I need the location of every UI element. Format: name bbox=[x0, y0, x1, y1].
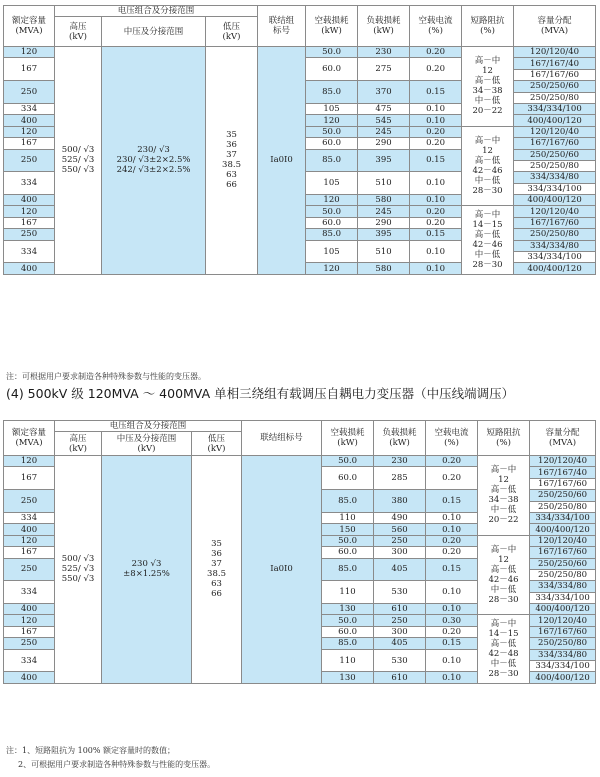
rated-capacity-cell: 400 bbox=[4, 604, 55, 615]
vector-group-cell: Ia0I0 bbox=[258, 47, 306, 275]
load-loss-cell: 580 bbox=[358, 195, 410, 206]
header-capacity-dist: 容量分配 (MVA) bbox=[514, 6, 596, 47]
rated-capacity-cell: 167 bbox=[4, 58, 55, 81]
noload-loss-cell: 50.0 bbox=[306, 206, 358, 217]
load-loss-cell: 395 bbox=[358, 229, 410, 240]
capacity-dist-cell: 167/167/40 bbox=[530, 467, 596, 478]
load-loss-cell: 405 bbox=[374, 558, 426, 581]
capacity-dist-cell: 400/400/120 bbox=[514, 115, 596, 126]
capacity-dist-cell: 167/167/60 bbox=[514, 69, 596, 80]
noload-loss-cell: 85.0 bbox=[306, 229, 358, 240]
load-loss-cell: 250 bbox=[374, 535, 426, 546]
header-lv: 低压 (kV) bbox=[192, 432, 242, 456]
rated-capacity-cell: 250 bbox=[4, 229, 55, 240]
noload-current-cell: 0.10 bbox=[426, 524, 478, 535]
header-noload-current: 空载电流 (%) bbox=[410, 6, 462, 47]
noload-current-cell: 0.30 bbox=[426, 615, 478, 626]
noload-loss-cell: 50.0 bbox=[322, 456, 374, 467]
header-impedance: 短路阻抗 (%) bbox=[462, 6, 514, 47]
capacity-dist-cell: 334/334/100 bbox=[514, 103, 596, 114]
noload-loss-cell: 105 bbox=[306, 103, 358, 114]
impedance-cell: 高－中 12 高－低 42－46 中－低 28－30 bbox=[462, 126, 514, 206]
rated-capacity-cell: 167 bbox=[4, 217, 55, 228]
noload-current-cell: 0.20 bbox=[426, 535, 478, 546]
noload-current-cell: 0.20 bbox=[410, 138, 462, 149]
noload-loss-cell: 110 bbox=[322, 512, 374, 523]
header-voltage-group: 电压组合及分接范围 bbox=[55, 6, 258, 17]
capacity-dist-cell: 120/120/40 bbox=[530, 456, 596, 467]
mv-voltage-cell: 230/ √3 230/ √3±2×2.5% 242/ √3±2×2.5% bbox=[102, 47, 206, 275]
rated-capacity-cell: 400 bbox=[4, 672, 55, 683]
spec-table-2 bbox=[3, 420, 596, 684]
noload-loss-cell: 60.0 bbox=[306, 58, 358, 81]
noload-loss-cell: 60.0 bbox=[322, 626, 374, 637]
noload-current-cell: 0.10 bbox=[410, 240, 462, 263]
load-loss-cell: 610 bbox=[374, 672, 426, 683]
load-loss-cell: 530 bbox=[374, 649, 426, 672]
capacity-dist-cell: 334/334/100 bbox=[530, 592, 596, 603]
capacity-dist-cell: 250/250/80 bbox=[514, 229, 596, 240]
mv-voltage-cell: 230 √3 ±8×1.25% bbox=[102, 456, 192, 684]
header-load-loss: 负载损耗 (kW) bbox=[358, 6, 410, 47]
rated-capacity-cell: 167 bbox=[4, 467, 55, 490]
header-hv: 高压 (kV) bbox=[55, 17, 102, 47]
rated-capacity-cell: 120 bbox=[4, 206, 55, 217]
rated-capacity-cell: 250 bbox=[4, 81, 55, 104]
noload-loss-cell: 85.0 bbox=[322, 638, 374, 649]
header-hv: 高压 (kV) bbox=[55, 432, 102, 456]
header-vector-group: 联结组 标号 bbox=[258, 6, 306, 47]
noload-current-cell: 0.10 bbox=[410, 115, 462, 126]
header-load-loss: 负载损耗 (kW) bbox=[374, 421, 426, 456]
load-loss-cell: 580 bbox=[358, 263, 410, 274]
rated-capacity-cell: 250 bbox=[4, 638, 55, 649]
table-row bbox=[4, 47, 596, 58]
rated-capacity-cell: 334 bbox=[4, 103, 55, 114]
noload-current-cell: 0.10 bbox=[426, 581, 478, 604]
header-mv: 中压及分接范围 bbox=[102, 17, 206, 47]
noload-loss-cell: 50.0 bbox=[306, 126, 358, 137]
noload-current-cell: 0.20 bbox=[410, 217, 462, 228]
load-loss-cell: 230 bbox=[358, 47, 410, 58]
noload-loss-cell: 105 bbox=[306, 172, 358, 195]
load-loss-cell: 245 bbox=[358, 126, 410, 137]
load-loss-cell: 395 bbox=[358, 149, 410, 172]
rated-capacity-cell: 334 bbox=[4, 581, 55, 604]
noload-loss-cell: 85.0 bbox=[322, 558, 374, 581]
load-loss-cell: 370 bbox=[358, 81, 410, 104]
rated-capacity-cell: 250 bbox=[4, 490, 55, 513]
rated-capacity-cell: 250 bbox=[4, 558, 55, 581]
capacity-dist-cell: 120/120/40 bbox=[514, 206, 596, 217]
capacity-dist-cell: 400/400/120 bbox=[514, 263, 596, 274]
load-loss-cell: 490 bbox=[374, 512, 426, 523]
noload-current-cell: 0.20 bbox=[426, 547, 478, 558]
capacity-dist-cell: 250/250/80 bbox=[530, 638, 596, 649]
noload-loss-cell: 60.0 bbox=[322, 547, 374, 558]
noload-loss-cell: 85.0 bbox=[306, 149, 358, 172]
noload-current-cell: 0.20 bbox=[410, 47, 462, 58]
capacity-dist-cell: 334/334/100 bbox=[514, 252, 596, 263]
noload-current-cell: 0.20 bbox=[426, 467, 478, 490]
table-2-note-1: 注：1、短路阻抗为 100% 额定容量时的数值； bbox=[6, 746, 176, 755]
capacity-dist-cell: 400/400/120 bbox=[530, 604, 596, 615]
capacity-dist-cell: 250/250/80 bbox=[530, 501, 596, 512]
capacity-dist-cell: 400/400/120 bbox=[514, 195, 596, 206]
capacity-dist-cell: 250/250/60 bbox=[530, 558, 596, 569]
noload-loss-cell: 60.0 bbox=[322, 467, 374, 490]
capacity-dist-cell: 250/250/60 bbox=[530, 490, 596, 501]
header-capacity-dist: 容量分配 (MVA) bbox=[530, 421, 596, 456]
noload-loss-cell: 50.0 bbox=[322, 535, 374, 546]
rated-capacity-cell: 120 bbox=[4, 126, 55, 137]
noload-current-cell: 0.10 bbox=[410, 195, 462, 206]
vector-group-cell: Ia0I0 bbox=[242, 456, 322, 684]
noload-loss-cell: 50.0 bbox=[322, 615, 374, 626]
load-loss-cell: 290 bbox=[358, 217, 410, 228]
capacity-dist-cell: 167/167/60 bbox=[514, 217, 596, 228]
capacity-dist-cell: 400/400/120 bbox=[530, 672, 596, 683]
impedance-cell: 高－中 12 高－低 34－38 中－低 20－22 bbox=[462, 47, 514, 127]
noload-loss-cell: 85.0 bbox=[322, 490, 374, 513]
impedance-cell: 高－中 14－15 高－低 42－48 中－低 28－30 bbox=[478, 615, 530, 683]
noload-current-cell: 0.10 bbox=[426, 672, 478, 683]
load-loss-cell: 560 bbox=[374, 524, 426, 535]
capacity-dist-cell: 120/120/40 bbox=[514, 126, 596, 137]
table-row bbox=[4, 456, 596, 467]
rated-capacity-cell: 334 bbox=[4, 172, 55, 195]
spec-table-1 bbox=[3, 5, 596, 275]
capacity-dist-cell: 334/334/100 bbox=[514, 183, 596, 194]
capacity-dist-cell: 167/167/60 bbox=[514, 138, 596, 149]
load-loss-cell: 245 bbox=[358, 206, 410, 217]
capacity-dist-cell: 250/250/80 bbox=[530, 569, 596, 580]
noload-current-cell: 0.15 bbox=[426, 558, 478, 581]
capacity-dist-cell: 334/334/100 bbox=[530, 512, 596, 523]
impedance-cell: 高－中 14－15 高－低 42－46 中－低 28－30 bbox=[462, 206, 514, 274]
table-1-note: 注：可根据用户要求制造各种特殊参数与性能的变压器。 bbox=[6, 372, 206, 381]
load-loss-cell: 405 bbox=[374, 638, 426, 649]
capacity-dist-cell: 167/167/60 bbox=[530, 478, 596, 489]
load-loss-cell: 545 bbox=[358, 115, 410, 126]
load-loss-cell: 475 bbox=[358, 103, 410, 114]
noload-loss-cell: 120 bbox=[306, 263, 358, 274]
load-loss-cell: 610 bbox=[374, 604, 426, 615]
noload-loss-cell: 130 bbox=[322, 672, 374, 683]
rated-capacity-cell: 120 bbox=[4, 615, 55, 626]
load-loss-cell: 510 bbox=[358, 172, 410, 195]
capacity-dist-cell: 334/334/80 bbox=[530, 581, 596, 592]
noload-current-cell: 0.20 bbox=[410, 126, 462, 137]
noload-loss-cell: 60.0 bbox=[306, 217, 358, 228]
noload-current-cell: 0.20 bbox=[410, 58, 462, 81]
capacity-dist-cell: 167/167/60 bbox=[530, 547, 596, 558]
capacity-dist-cell: 167/167/60 bbox=[530, 626, 596, 637]
capacity-dist-cell: 400/400/120 bbox=[530, 524, 596, 535]
noload-current-cell: 0.20 bbox=[426, 456, 478, 467]
load-loss-cell: 285 bbox=[374, 467, 426, 490]
noload-loss-cell: 110 bbox=[322, 649, 374, 672]
noload-loss-cell: 120 bbox=[306, 195, 358, 206]
noload-current-cell: 0.10 bbox=[410, 263, 462, 274]
rated-capacity-cell: 400 bbox=[4, 195, 55, 206]
lv-voltage-cell: 35 36 37 38.5 63 66 bbox=[192, 456, 242, 684]
capacity-dist-cell: 334/334/80 bbox=[514, 172, 596, 183]
noload-loss-cell: 85.0 bbox=[306, 81, 358, 104]
header-rated-capacity: 额定容量 (MVA) bbox=[4, 421, 55, 456]
noload-loss-cell: 110 bbox=[322, 581, 374, 604]
rated-capacity-cell: 400 bbox=[4, 524, 55, 535]
table-2-note-2: 2、可根据用户要求制造各种特殊参数与性能的变压器。 bbox=[18, 760, 216, 769]
hv-voltage-cell: 500/ √3 525/ √3 550/ √3 bbox=[55, 47, 102, 275]
rated-capacity-cell: 167 bbox=[4, 547, 55, 558]
noload-loss-cell: 130 bbox=[322, 604, 374, 615]
header-rated-capacity: 额定容量 (MVA) bbox=[4, 6, 55, 47]
capacity-dist-cell: 250/250/80 bbox=[514, 160, 596, 171]
header-noload-loss: 空载损耗 (kW) bbox=[322, 421, 374, 456]
noload-current-cell: 0.20 bbox=[410, 206, 462, 217]
noload-current-cell: 0.10 bbox=[426, 649, 478, 672]
header-noload-loss: 空载损耗 (kW) bbox=[306, 6, 358, 47]
rated-capacity-cell: 120 bbox=[4, 456, 55, 467]
rated-capacity-cell: 167 bbox=[4, 626, 55, 637]
header-noload-current: 空载电流 (%) bbox=[426, 421, 478, 456]
capacity-dist-cell: 120/120/40 bbox=[530, 615, 596, 626]
noload-current-cell: 0.15 bbox=[426, 490, 478, 513]
impedance-cell: 高－中 12 高－低 34－38 中－低 20－22 bbox=[478, 456, 530, 536]
rated-capacity-cell: 120 bbox=[4, 535, 55, 546]
noload-loss-cell: 150 bbox=[322, 524, 374, 535]
capacity-dist-cell: 120/120/40 bbox=[530, 535, 596, 546]
load-loss-cell: 250 bbox=[374, 615, 426, 626]
load-loss-cell: 300 bbox=[374, 547, 426, 558]
hv-voltage-cell: 500/ √3 525/ √3 550/ √3 bbox=[55, 456, 102, 684]
load-loss-cell: 275 bbox=[358, 58, 410, 81]
rated-capacity-cell: 400 bbox=[4, 115, 55, 126]
noload-current-cell: 0.10 bbox=[410, 103, 462, 114]
capacity-dist-cell: 250/250/80 bbox=[514, 92, 596, 103]
capacity-dist-cell: 334/334/100 bbox=[530, 661, 596, 672]
rated-capacity-cell: 120 bbox=[4, 47, 55, 58]
noload-current-cell: 0.20 bbox=[426, 626, 478, 637]
noload-current-cell: 0.15 bbox=[426, 638, 478, 649]
impedance-cell: 高－中 12 高－低 42－46 中－低 28－30 bbox=[478, 535, 530, 615]
load-loss-cell: 300 bbox=[374, 626, 426, 637]
lv-voltage-cell: 35 36 37 38.5 63 66 bbox=[206, 47, 258, 275]
noload-loss-cell: 50.0 bbox=[306, 47, 358, 58]
rated-capacity-cell: 334 bbox=[4, 649, 55, 672]
rated-capacity-cell: 334 bbox=[4, 512, 55, 523]
header-voltage-group: 电压组合及分接范围 bbox=[55, 421, 242, 432]
noload-loss-cell: 105 bbox=[306, 240, 358, 263]
capacity-dist-cell: 334/334/80 bbox=[530, 649, 596, 660]
noload-current-cell: 0.10 bbox=[410, 172, 462, 195]
rated-capacity-cell: 250 bbox=[4, 149, 55, 172]
rated-capacity-cell: 400 bbox=[4, 263, 55, 274]
load-loss-cell: 530 bbox=[374, 581, 426, 604]
load-loss-cell: 290 bbox=[358, 138, 410, 149]
header-mv: 中压及分接范围 (kV) bbox=[102, 432, 192, 456]
capacity-dist-cell: 167/167/40 bbox=[514, 58, 596, 69]
noload-current-cell: 0.15 bbox=[410, 229, 462, 240]
load-loss-cell: 380 bbox=[374, 490, 426, 513]
header-vector-group: 联结组标号 bbox=[242, 421, 322, 456]
load-loss-cell: 230 bbox=[374, 456, 426, 467]
rated-capacity-cell: 167 bbox=[4, 138, 55, 149]
noload-loss-cell: 60.0 bbox=[306, 138, 358, 149]
section-heading: (4) 500kV 级 120MVA ～ 400MVA 单相三绕组有载调压自耦电力变压器（中压线端调压） bbox=[6, 386, 515, 401]
noload-current-cell: 0.10 bbox=[426, 604, 478, 615]
capacity-dist-cell: 250/250/60 bbox=[514, 149, 596, 160]
capacity-dist-cell: 120/120/40 bbox=[514, 47, 596, 58]
capacity-dist-cell: 250/250/60 bbox=[514, 81, 596, 92]
header-impedance: 短路阻抗 (%) bbox=[478, 421, 530, 456]
rated-capacity-cell: 334 bbox=[4, 240, 55, 263]
noload-loss-cell: 120 bbox=[306, 115, 358, 126]
noload-current-cell: 0.15 bbox=[410, 81, 462, 104]
noload-current-cell: 0.15 bbox=[410, 149, 462, 172]
noload-current-cell: 0.10 bbox=[426, 512, 478, 523]
load-loss-cell: 510 bbox=[358, 240, 410, 263]
header-lv: 低压 (kV) bbox=[206, 17, 258, 47]
capacity-dist-cell: 334/334/80 bbox=[514, 240, 596, 251]
